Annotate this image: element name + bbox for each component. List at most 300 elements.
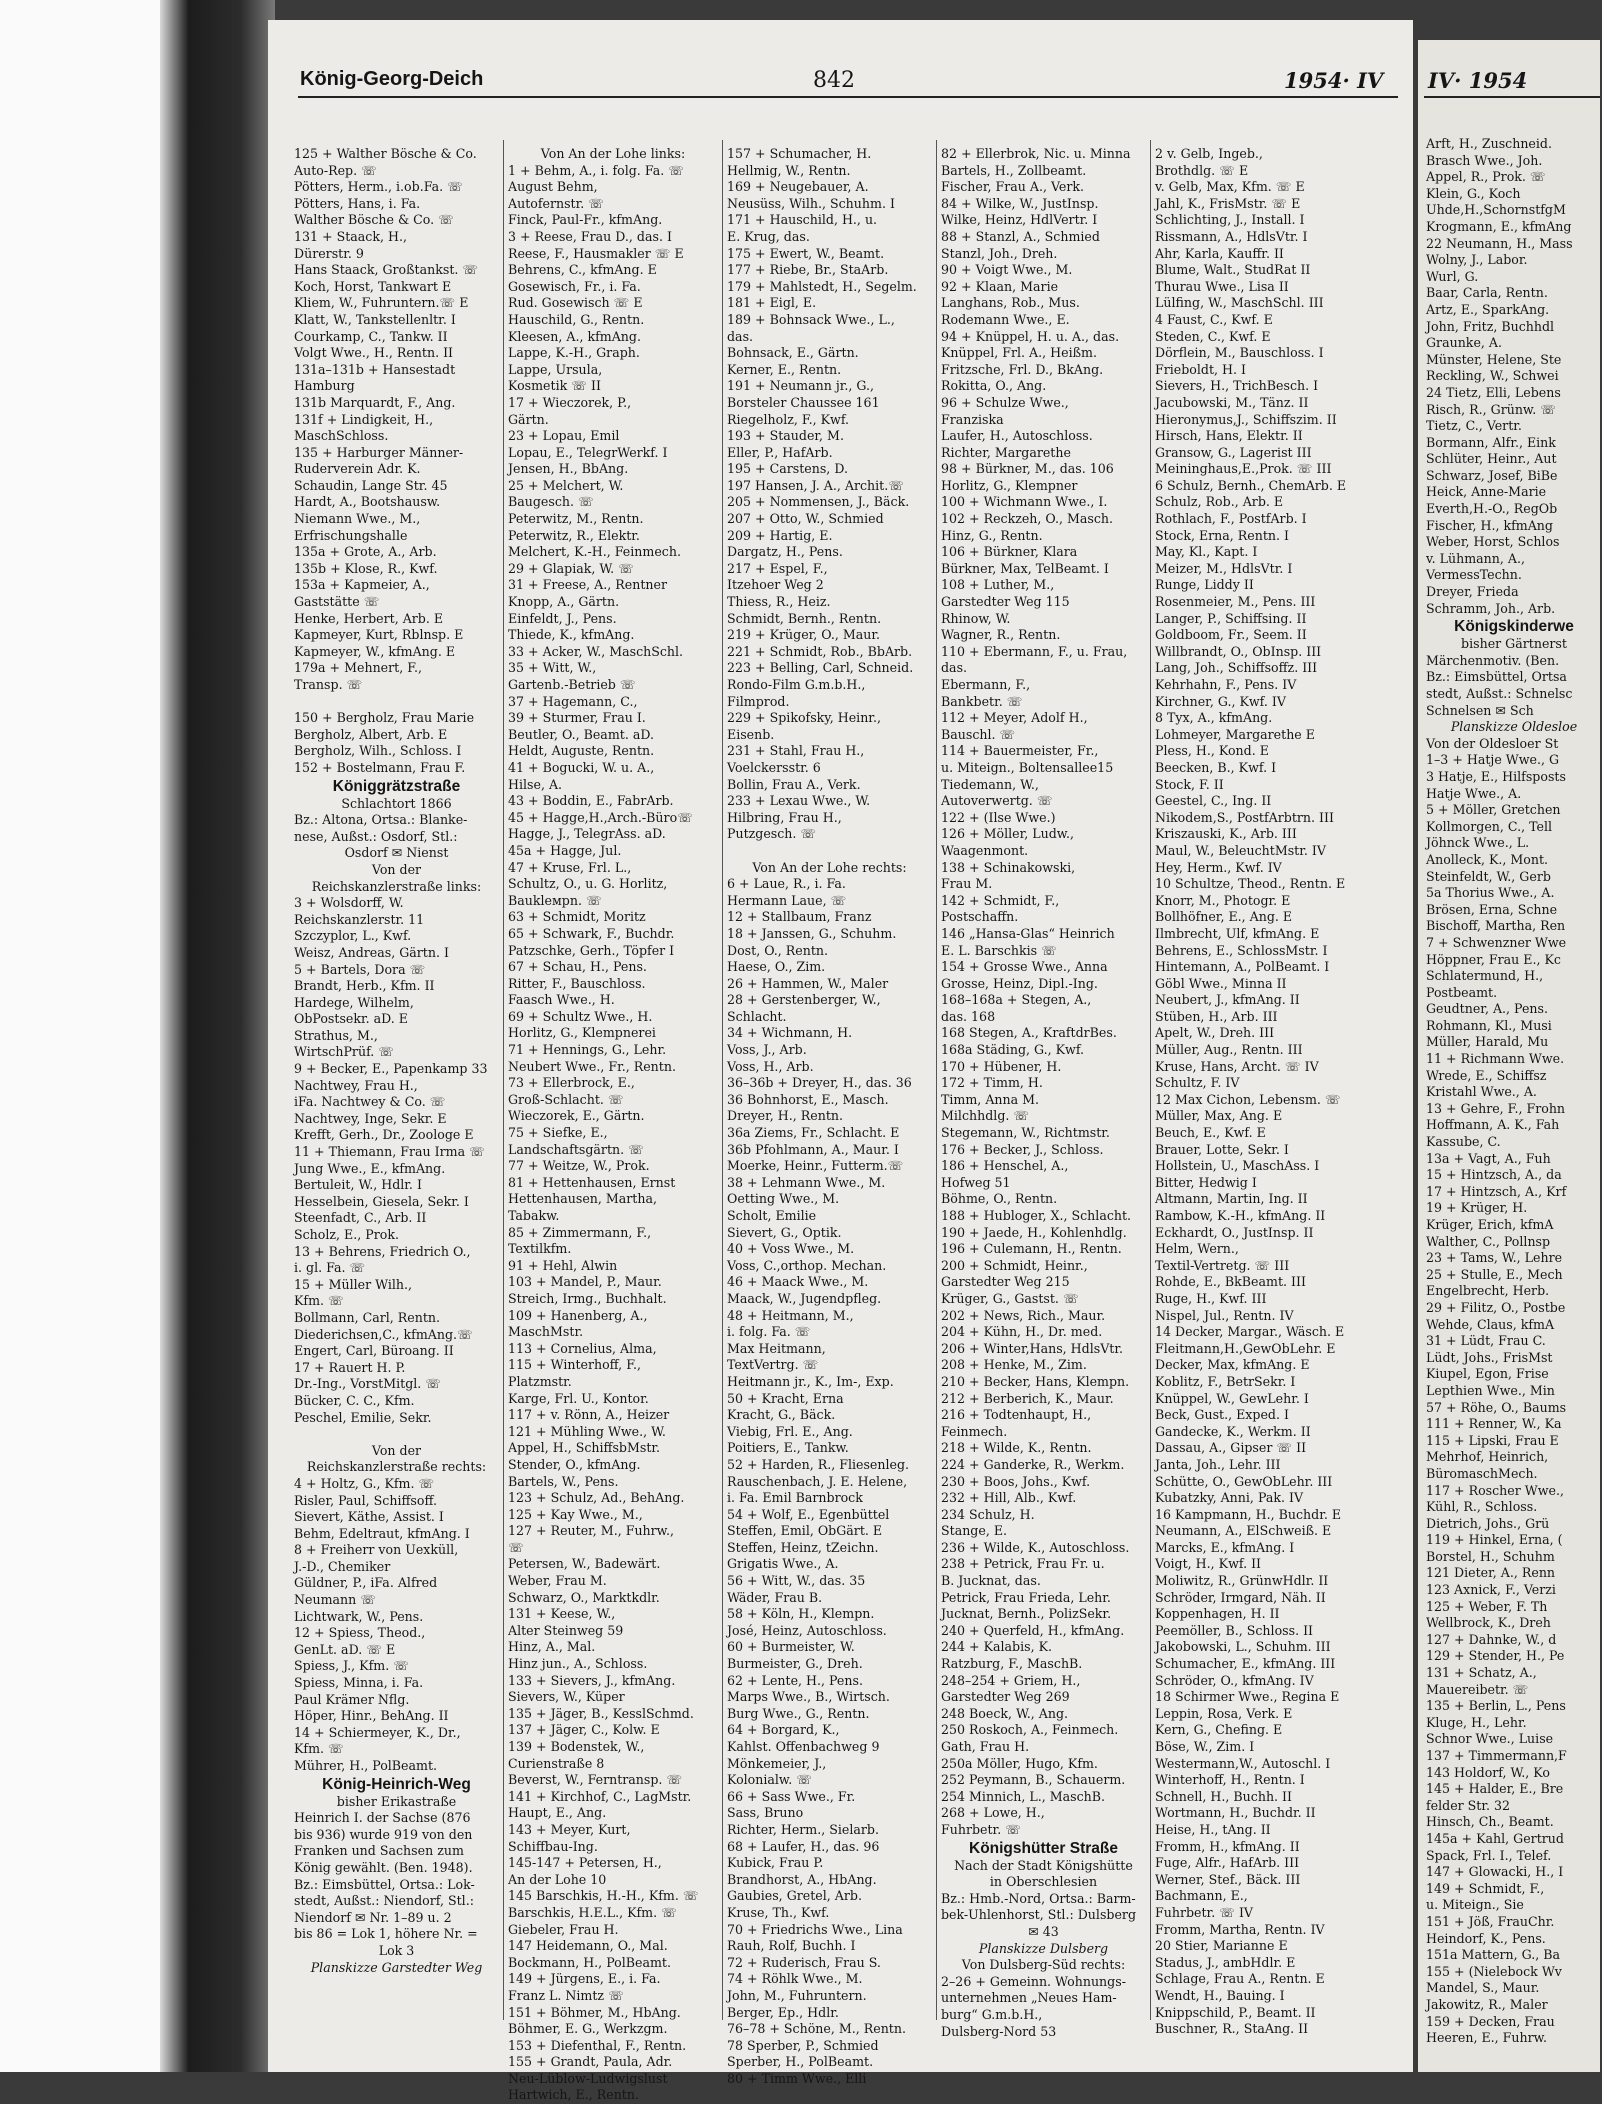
directory-entry: Geudtner, A., Pens. — [1426, 1001, 1548, 1017]
directory-entry: 244 + Kalabis, K. — [941, 1639, 1053, 1655]
directory-entry: 68 + Laufer, H., das. 96 — [727, 1838, 880, 1854]
book-binding-shadow — [160, 0, 275, 2072]
directory-entry: Blume, Walt., StudRat II — [1155, 262, 1311, 278]
directory-entry: 16 Kampmann, H., Buchdr. E — [1155, 1506, 1342, 1522]
directory-entry: Giebeler, Frau H. — [508, 1921, 619, 1937]
directory-entry: 172 + Timm, H. — [941, 1075, 1043, 1091]
directory-entry: Karge, Frl. U., Kontor. — [508, 1390, 649, 1406]
directory-entry: Kehrhahn, F., Pens. IV — [1155, 677, 1297, 692]
directory-entry: Maul, W., BeleuchtMstr. IV — [1155, 842, 1326, 858]
directory-entry: Neumann ☏ — [294, 1592, 377, 1608]
directory-entry: Brandhorst, A., HbAng. — [727, 1871, 877, 1887]
directory-entry: Böse, W., Zim. I — [1155, 1739, 1255, 1754]
directory-entry: Bauschl. ☏ — [941, 726, 1016, 742]
directory-entry: 81 + Hettenhausen, Ernst — [508, 1174, 676, 1190]
directory-entry: Marps Wwe., B., Wirtsch. — [727, 1689, 890, 1705]
directory-entry: Frieboldt, H. I — [1155, 361, 1247, 377]
directory-entry: stedt, Außst.: Niendorf, Stl.: — [294, 1893, 474, 1909]
directory-entry: 36b Pfohlmann, A., Maur. I — [727, 1141, 899, 1157]
map-reference: Planskizze Dulsberg — [978, 1940, 1109, 1956]
directory-entry: 145a + Kahl, Gertrud — [1426, 1830, 1564, 1846]
directory-entry: Kiupel, Egon, Frise — [1426, 1366, 1549, 1382]
directory-entry: Voelckersstr. 6 — [727, 759, 821, 775]
directory-entry: 84 + Wilke, W., JustInsp. — [941, 195, 1099, 211]
scan-background — [0, 0, 160, 2072]
directory-entry: Stegemann, W., Richtmstr. — [941, 1125, 1110, 1141]
directory-entry: Bürkner, Max, TelBeamt. I — [941, 560, 1109, 576]
directory-entry: 153a + Kapmeier, A., — [294, 577, 430, 593]
directory-entry: Dreyer, Frieda — [1426, 584, 1519, 600]
directory-entry: 177 + Riebe, Br., StaArb. — [727, 262, 889, 278]
column-3 — [727, 146, 932, 2087]
directory-entry: 73 + Ellerbrock, E., — [508, 1075, 635, 1091]
directory-entry: Itzehoer Weg 2 — [727, 577, 824, 593]
directory-entry: Graunke, A. — [1426, 335, 1502, 351]
directory-entry: 231 + Stahl, Frau H., — [727, 743, 865, 759]
directory-entry: Schumacher, E., kfmAng. III — [1155, 1656, 1336, 1672]
directory-entry: 111 + Renner, W., Ka — [1426, 1416, 1562, 1432]
directory-entry: 54 + Wolf, E., Egenbüttel — [727, 1506, 890, 1522]
directory-entry: Everth,H.-O., RegOb — [1426, 501, 1558, 517]
directory-entry: 125 + Walther Bösche & Co. — [294, 146, 477, 161]
directory-entry: das. 168 — [941, 1008, 996, 1024]
directory-entry: bis 936) wurde 919 von den — [294, 1826, 473, 1842]
directory-entry: 171 + Hauschild, H., u. — [727, 212, 878, 228]
directory-entry: 36a Ziems, Fr., Schlacht. E — [727, 1125, 900, 1141]
directory-entry: Langer, P., Schiffsing. II — [1155, 610, 1307, 626]
directory-entry: Dörflein, M., Bauschloss. I — [1155, 345, 1324, 361]
column-divider — [936, 140, 937, 2020]
directory-entry: Richter, Margarethe — [941, 444, 1071, 460]
directory-entry: Tabakw. — [508, 1208, 560, 1223]
directory-entry: Max Heitmann, — [727, 1340, 826, 1356]
directory-entry: Bollhöfner, E., Ang. E — [1155, 909, 1293, 925]
directory-entry: Haese, O., Zim. — [727, 959, 826, 975]
directory-entry: Kapmeyer, W., kfmAng. E — [294, 643, 456, 659]
directory-entry: 69 + Schultz Wwe., H. — [508, 1008, 653, 1024]
column-4 — [941, 146, 1146, 2040]
directory-entry: Gosewisch, Fr., i. Fa. — [508, 278, 641, 294]
directory-entry: Kliem, W., Fuhruntern.☏ E — [294, 295, 469, 311]
directory-entry: Krogmann, E., kfmAng — [1426, 218, 1572, 234]
directory-entry: 127 + Dahnke, W., d — [1426, 1631, 1557, 1647]
directory-entry: Schröder, Irmgard, Näh. II — [1155, 1589, 1326, 1605]
directory-entry: Gaubies, Gretel, Arb. — [727, 1888, 862, 1904]
directory-entry: 191 + Neumann jr., G., — [727, 378, 875, 394]
directory-entry: 131 + Keese, W., — [508, 1606, 616, 1622]
directory-entry: WirtschPrüf. ☏ — [294, 1044, 395, 1060]
directory-entry: Thurau Wwe., Lisa II — [1155, 278, 1289, 294]
directory-entry: Peschel, Emilie, Sekr. — [294, 1409, 432, 1425]
column-divider — [1150, 140, 1151, 2020]
directory-entry: 135 + Jäger, B., KesslSchmd. — [508, 1705, 694, 1721]
directory-entry: Ahr, Karla, Kauffr. II — [1155, 245, 1284, 261]
directory-entry: Hieronymus,J., Schiffszim. II — [1155, 411, 1337, 427]
directory-entry: Schiffbau-Ing. — [508, 1838, 598, 1854]
directory-entry: 3 + Reese, Frau D., das. I — [508, 228, 672, 244]
directory-entry: 210 + Becker, Hans, Klempn. — [941, 1373, 1130, 1389]
directory-entry: Dulsberg-Nord 53 — [941, 2023, 1057, 2039]
directory-entry: Altmann, Martin, Ing. II — [1155, 1191, 1308, 1207]
directory-entry: May, Kl., Kapt. I — [1155, 544, 1258, 560]
directory-entry: Horlitz, G., Klempner — [941, 477, 1078, 493]
directory-entry: 96 + Schulze Wwe., — [941, 394, 1069, 410]
directory-entry: Ritter, F., Bauschloss. — [508, 975, 646, 991]
directory-entry: 206 + Winter,Hans, HdlsVtr. — [941, 1340, 1124, 1356]
directory-entry: BüromaschMech. — [1426, 1465, 1538, 1481]
directory-entry: 238 + Petrick, Frau Fr. u. — [941, 1556, 1105, 1572]
directory-entry: Peterwitz, M., Rentn. — [508, 511, 644, 527]
directory-entry: 4 Faust, C., Kwf. E — [1155, 311, 1273, 327]
directory-entry: 102 + Reckzeh, O., Masch. — [941, 511, 1114, 527]
directory-entry: Kristahl Wwe., A. — [1426, 1084, 1537, 1100]
directory-entry: Pötters, Hans, i. Fa. — [294, 195, 421, 211]
directory-entry: Brauer, Lotte, Sekr. I — [1155, 1141, 1289, 1157]
directory-entry: Hardt, A., Bootshausw. — [294, 494, 441, 510]
directory-entry: Gransow, G., Lagerist III — [1155, 444, 1312, 460]
directory-entry: Franz L. Nimtz ☏ — [508, 1987, 624, 2003]
directory-entry: 252 Peymann, B., Schauerm. — [941, 1772, 1126, 1788]
directory-entry: 240 + Querfeld, H., kfmAng. — [941, 1622, 1125, 1638]
directory-entry: Runge, Liddy II — [1155, 577, 1254, 593]
directory-entry: Viebig, Frl. E., Ang. — [727, 1423, 853, 1439]
directory-entry: Kleesen, A., kfmAng. — [508, 328, 641, 344]
directory-entry: das. — [941, 660, 968, 676]
directory-entry: Haupt, E., Ang. — [508, 1805, 607, 1821]
directory-entry: Bücker, C. C., Kfm. — [294, 1392, 415, 1408]
directory-entry: Poitiers, E., Tankw. — [727, 1440, 849, 1456]
directory-entry: Bohnsack, E., Gärtn. — [727, 345, 859, 361]
directory-entry: 186 + Henschel, A., — [941, 1158, 1069, 1174]
directory-entry: Heitmann jr., K., Im-, Exp. — [727, 1373, 894, 1389]
directory-entry: Gartenb.-Betrieb ☏ — [508, 677, 636, 692]
directory-entry: José, Heinz, Autoschloss. — [727, 1622, 887, 1638]
directory-entry: 63 + Schmidt, Moritz — [508, 909, 646, 925]
directory-entry: Tietz, C., Vertr. — [1426, 418, 1522, 434]
directory-entry: Gaststätte ☏ — [294, 594, 380, 610]
directory-entry: 64 + Borgard, K., — [727, 1722, 840, 1738]
directory-entry: Bollin, Frau A., Verk. — [727, 776, 861, 792]
directory-entry: Meizer, M., HdlsVtr. I — [1155, 560, 1293, 576]
directory-entry: 29 + Filitz, O., Postbe — [1426, 1299, 1566, 1315]
directory-entry: Lüdt, Johs., FrisMst — [1426, 1349, 1553, 1365]
directory-entry: 147 + Glowacki, H., I — [1426, 1864, 1564, 1880]
directory-entry: Engelbrecht, Herb. — [1426, 1283, 1550, 1299]
directory-entry: 150 + Bergholz, Frau Marie — [294, 710, 475, 726]
directory-entry: Kapmeyer, Kurt, Rblnsp. E — [294, 627, 464, 643]
directory-entry: Nachtwey, Frau H., — [294, 1077, 418, 1093]
directory-entry: B. Jucknat, das. — [941, 1573, 1041, 1589]
directory-entry: 113 + Cornelius, Alma, — [508, 1340, 657, 1356]
directory-entry: Baukleмpn. ☏ — [508, 892, 602, 908]
directory-entry: i. gl. Fa. ☏ — [294, 1260, 366, 1276]
directory-entry: 248–254 + Griem, H., — [941, 1672, 1081, 1688]
directory-entry: 106 + Bürkner, Klara — [941, 544, 1078, 560]
directory-entry: Pötters, Herm., i.ob.Fa. ☏ — [294, 179, 463, 195]
directory-entry: Mehrhof, Heinrich, — [1426, 1449, 1549, 1465]
directory-entry: Schulz, Rob., Arb. E — [1155, 494, 1284, 510]
directory-entry: John, M., Fuhruntern. — [727, 1987, 867, 2003]
directory-entry: 22 Neumann, H., Mass — [1426, 235, 1573, 251]
directory-entry: Barschkis, H.E.L., Kfm. ☏ — [508, 1904, 677, 1920]
directory-entry: 135 + Harburger Männer- — [294, 444, 464, 460]
directory-entry: 28 + Gerstenberger, W., — [727, 992, 881, 1008]
directory-entry: Steinfeldt, W., Gerb — [1426, 868, 1551, 884]
directory-entry: 168–168a + Stegen, A., — [941, 992, 1092, 1008]
directory-entry: Anolleck, K., Mont. — [1426, 851, 1549, 867]
directory-entry: Reese, F., Hausmakler ☏ E — [508, 245, 684, 261]
directory-entry: Kriszauski, K., Arb. III — [1155, 826, 1297, 842]
directory-entry: Beverst, W., Ferntransp. ☏ — [508, 1772, 683, 1788]
directory-entry: Rambow, K.-H., kfmAng. II — [1155, 1208, 1326, 1223]
directory-entry: 17 + Rauert H. P. — [294, 1359, 406, 1375]
directory-entry: Fromm, H., kfmAng. II — [1155, 1838, 1300, 1854]
directory-entry: Borstel, H., Schuhm — [1426, 1548, 1555, 1564]
directory-entry: Garstedter Weg 269 — [941, 1689, 1070, 1705]
header-rule — [298, 96, 1398, 98]
directory-entry: Langhans, Rob., Mus. — [941, 295, 1080, 311]
directory-entry: 62 + Lente, H., Pens. — [727, 1672, 863, 1688]
directory-entry: 40 + Voss Wwe., M. — [727, 1241, 855, 1257]
directory-entry: Weber, Frau M. — [508, 1573, 607, 1589]
directory-entry: Fritzsche, Frl. D., BkAng. — [941, 361, 1104, 377]
directory-entry: Curienstraße 8 — [508, 1755, 605, 1771]
directory-entry: 41 + Bogucki, W. u. A., — [508, 759, 655, 775]
directory-entry: Melchert, K.-H., Feinmech. — [508, 544, 681, 560]
directory-entry: Westermann,W., Autoschl. I — [1155, 1755, 1331, 1771]
directory-entry: Tiedemann, W., — [941, 776, 1039, 792]
directory-entry: 121 + Mühling Wwe., W. — [508, 1423, 666, 1439]
directory-entry: Hatje Wwe., A. — [1426, 785, 1522, 801]
directory-entry: Niendorf ✉ Nr. 1–89 u. 2 — [294, 1909, 452, 1925]
directory-entry: felder Str. 32 — [1426, 1797, 1511, 1813]
directory-entry: 190 + Jaede, H., Kohlenhdlg. — [941, 1224, 1127, 1240]
directory-entry: 219 + Krüger, O., Maur. — [727, 627, 881, 643]
directory-entry: 126 + Möller, Ludw., — [941, 826, 1075, 842]
directory-entry: Landschaftsgärtn. ☏ — [508, 1141, 644, 1157]
directory-entry: 268 + Lowe, H., — [941, 1805, 1045, 1821]
directory-entry: 155 + Grandt, Paula, Adr. — [508, 2054, 673, 2070]
directory-entry: 2 v. Gelb, Ingeb., — [1155, 146, 1263, 161]
directory-entry: Wäder, Frau B. — [727, 1589, 823, 1605]
directory-entry: Kahlst. Offenbachweg 9 — [727, 1739, 880, 1754]
directory-entry: Burmeister, G., Dreh. — [727, 1656, 863, 1672]
directory-entry: TextVertrg. ☏ — [727, 1357, 819, 1373]
directory-entry: 36 Bohnhorst, E., Masch. — [727, 1091, 889, 1107]
map-reference: Planskizze Oldesloe — [1450, 719, 1578, 735]
directory-entry: 5 + Möller, Gretchen — [1426, 802, 1561, 818]
directory-entry: 121 Dieter, A., Renn — [1426, 1565, 1556, 1581]
directory-entry: Kracht, G., Bäck. — [727, 1407, 836, 1423]
directory-entry: Berger, Ep., Hdlr. — [727, 2004, 839, 2020]
directory-entry: Schwarz, Josef, BiBe — [1426, 467, 1558, 483]
directory-entry: Faasch Wwe., H. — [508, 992, 615, 1008]
directory-entry: Stadus, J., ambHdlr. E — [1155, 1954, 1296, 1970]
directory-entry: Mührer, H., PolBeamt. — [294, 1758, 438, 1773]
directory-entry: Höppner, Frau E., Kc — [1426, 951, 1561, 967]
directory-entry: 181 + Eigl, E. — [727, 295, 817, 311]
directory-entry: König gewählt. (Ben. 1948). — [294, 1859, 473, 1875]
directory-entry: Timm, Anna M. — [941, 1091, 1040, 1107]
directory-entry: Dr.-Ing., VorstMitgl. ☏ — [294, 1376, 442, 1392]
directory-entry: Uhde,H.,SchornstfgM — [1426, 202, 1566, 218]
directory-entry: Fuge, Alfr., HafArb. III — [1155, 1855, 1300, 1871]
directory-entry: Ruderverein Adr. K. — [294, 461, 421, 477]
directory-entry: 3 + Wolsdorff, W. — [294, 895, 404, 911]
directory-entry: Leppin, Rosa, Verk. E — [1155, 1705, 1293, 1721]
directory-entry: Fuhrbetr. ☏ — [941, 1821, 1021, 1837]
directory-entry: Schröder, O., kfmAng. IV — [1155, 1672, 1314, 1688]
directory-entry: Kerner, E., Rentn. — [727, 361, 842, 377]
directory-entry: Postschaffn. — [941, 909, 1019, 925]
directory-entry: GenLt. aD. ☏ E — [294, 1641, 396, 1657]
directory-entry: Jakobowski, L., Schuhm. III — [1155, 1639, 1331, 1655]
directory-entry: Wilke, Heinz, HdlVertr. I — [941, 212, 1098, 228]
directory-entry: Fleitmann,H.,GewObLehr. E — [1155, 1340, 1336, 1356]
directory-entry: 15 + Hintzsch, A., da — [1426, 1167, 1562, 1183]
next-directory-page — [1418, 40, 1600, 2072]
directory-entry: 115 + Lipski, Frau E — [1426, 1432, 1559, 1448]
directory-entry: 20 Stier, Marianne E — [1155, 1938, 1288, 1954]
directory-entry: Ilmbrecht, Ulf, kfmAng. E — [1155, 925, 1320, 941]
directory-entry: Burg Wwe., G., Rentn. — [727, 1705, 870, 1721]
directory-entry: 60 + Burmeister, W. — [727, 1639, 855, 1655]
directory-entry: Strathus, M., — [294, 1027, 378, 1043]
directory-entry: Hoffmann, A. K., Fah — [1426, 1117, 1560, 1133]
directory-entry: Krüger, Erich, kfmA — [1426, 1217, 1554, 1232]
directory-entry: Stüben, H., Arb. III — [1155, 1008, 1278, 1024]
directory-entry: Kollmorgen, C., Tell — [1426, 818, 1553, 834]
directory-entry: Rodemann Wwe., E. — [941, 311, 1070, 327]
directory-entry: Kruse, Hans, Archt. ☏ IV — [1155, 1058, 1319, 1074]
directory-entry: John, Fritz, Buchhdl — [1426, 318, 1555, 334]
directory-entry: 149 + Schmidt, F., — [1426, 1880, 1545, 1896]
directory-entry: 123 + Schulz, Ad., BehAng. — [508, 1490, 685, 1506]
directory-entry: Hirsch, Hans, Elektr. II — [1155, 428, 1303, 444]
directory-entry: 254 Minnich, L., MaschB. — [941, 1788, 1106, 1804]
directory-entry: Kubick, Frau P. — [727, 1855, 824, 1871]
directory-entry: 9 + Becker, E., Papenkamp 33 — [294, 1061, 488, 1077]
directory-entry: Grigatis Wwe., A. — [727, 1556, 839, 1572]
directory-entry: Dargatz, H., Pens. — [727, 544, 843, 560]
section-note: Von An der Lohe links: — [540, 146, 686, 161]
directory-entry: Laufer, H., Autoschloss. — [941, 428, 1093, 444]
directory-entry: Grosse, Heinz, Dipl.-Ing. — [941, 975, 1098, 991]
directory-entry: 77 + Weitze, W., Prok. — [508, 1158, 650, 1174]
directory-entry: Willbrandt, O., ObInsp. III — [1155, 643, 1322, 659]
directory-entry: Bormann, Alfr., Eink — [1426, 434, 1556, 450]
directory-entry: 250a Möller, Hugo, Kfm. — [941, 1755, 1098, 1771]
directory-entry: Beck, Gust., Exped. I — [1155, 1407, 1289, 1423]
directory-entry: Arft, H., Zuschneid. — [1426, 136, 1552, 151]
page-number: 842 — [813, 68, 855, 93]
directory-entry: 110 + Ebermann, F., u. Frau, — [941, 643, 1128, 659]
directory-entry: Hartwich, E., Rentn. — [508, 2087, 639, 2103]
directory-entry: Schaudin, Lange Str. 45 — [294, 477, 448, 493]
directory-entry: 143 Holdorf, W., Ko — [1426, 1764, 1550, 1780]
directory-entry: Klatt, W., Tankstellenltr. I — [294, 311, 456, 327]
directory-entry: 3 Hatje, E., Hilfsposts — [1426, 768, 1566, 784]
directory-entry: Maack, W., Jugendpfleg. — [727, 1290, 882, 1306]
directory-entry: 65 + Schwark, F., Buchdr. — [508, 925, 675, 941]
directory-entry: Steffen, Emil, ObGärt. E — [727, 1523, 883, 1539]
directory-entry: Kassube, C. — [1426, 1134, 1501, 1150]
directory-entry: Textil-Vertretg. ☏ III — [1155, 1257, 1290, 1273]
directory-entry — [294, 1426, 499, 1443]
directory-entry: Böhme, O., Rentn. — [941, 1191, 1058, 1207]
directory-entry: Niemann Wwe., M., — [294, 511, 421, 527]
directory-entry: Bartels, W., Pens. — [508, 1473, 619, 1489]
directory-entry: Kluge, H., Lehr. — [1426, 1714, 1527, 1730]
directory-entry: 92 + Klaan, Marie — [941, 278, 1059, 294]
directory-entry: Sievert, Käthe, Assist. I — [294, 1509, 444, 1525]
directory-entry: 168 Stegen, A., KraftdrBes. — [941, 1025, 1117, 1041]
directory-entry: 18 + Janssen, G., Schuhm. — [727, 925, 897, 941]
directory-entry: 193 + Stauder, M. — [727, 428, 844, 444]
directory-entry: Peemöller, B., Schloss. II — [1155, 1622, 1314, 1638]
section-note: Von Dulsberg-Süd rechts: — [961, 1957, 1126, 1973]
directory-entry: 224 + Ganderke, R., Werkm. — [941, 1456, 1125, 1472]
directory-entry: Schlatermund, H., — [1426, 968, 1544, 984]
directory-entry: 29 + Glapiak, W. ☏ — [508, 560, 634, 576]
directory-entry: Hintemann, A., PolBeamt. I — [1155, 959, 1330, 975]
directory-entry: Groß-Schlacht. ☏ — [508, 1091, 624, 1107]
directory-entry: Nispel, Jul., Rentn. IV — [1155, 1307, 1294, 1323]
directory-entry: 146 „Hansa-Glas“ Heinrich — [941, 925, 1115, 941]
directory-entry: Stender, O., kfmAng. — [508, 1456, 641, 1472]
directory-entry: E. L. Barschkis ☏ — [941, 942, 1057, 958]
directory-entry: Sievert, G., Optik. — [727, 1224, 842, 1240]
directory-page — [268, 20, 1413, 2103]
directory-entry: 151 + Böhmer, M., HbAng. — [508, 2004, 681, 2020]
directory-entry: Winterhoff, H., Rentn. I — [1155, 1772, 1305, 1788]
directory-entry: 152 + Bostelmann, Frau F. — [294, 759, 466, 775]
directory-entry: 11 + Richmann Wwe. — [1426, 1051, 1565, 1067]
directory-entry: 6 Schulz, Bernh., ChemArb. E — [1155, 477, 1347, 493]
directory-entry: 142 + Schmidt, F., — [941, 892, 1060, 908]
directory-entry: nese, Außst.: Osdorf, Stl.: — [294, 828, 458, 844]
directory-entry: Werner, Stef., Bäck. III — [1155, 1871, 1301, 1887]
directory-entry: Baugesch. ☏ — [508, 494, 594, 510]
directory-entry: Voss, C.,orthop. Mechan. — [727, 1257, 887, 1273]
directory-entry: Weber, Horst, Schlos — [1426, 534, 1560, 550]
directory-entry: Güldner, P., iFa. Alfred — [294, 1575, 438, 1591]
directory-entry: Rud. Gosewisch ☏ E — [508, 295, 643, 311]
directory-entry: Milchhdlg. ☏ — [941, 1108, 1030, 1124]
directory-entry: Bitter, Hedwig I — [1155, 1174, 1257, 1190]
directory-entry: Rohmann, Kl., Musi — [1426, 1017, 1552, 1033]
directory-entry: 71 + Hennings, G., Lehr. — [508, 1042, 667, 1058]
directory-entry: 43 + Boddin, E., FabrArb. — [508, 793, 674, 809]
directory-entry: Fischer, Frau A., Verk. — [941, 179, 1085, 195]
street-heading: Königshütter Straße — [969, 1839, 1118, 1857]
directory-entry: Kruse, Th., Kwf. — [727, 1904, 830, 1920]
directory-entry: Textilkfm. — [508, 1241, 572, 1257]
directory-entry: Ratzburg, F., MaschB. — [941, 1656, 1083, 1672]
directory-entry: 108 + Luther, M., — [941, 577, 1055, 593]
directory-entry: Hofweg 51 — [941, 1174, 1011, 1190]
directory-entry: 179a + Mehnert, F., — [294, 660, 422, 676]
directory-entry: 145-147 + Petersen, H., — [508, 1855, 662, 1871]
directory-entry: Sievers, H., TrichBesch. I — [1155, 378, 1319, 394]
directory-entry: Spiess, Minna, i. Fa. — [294, 1675, 424, 1691]
directory-entry: 209 + Hartig, E. — [727, 527, 833, 543]
directory-entry: 48 + Heitmann, M., — [727, 1307, 854, 1323]
directory-entry: Voigt, H., Kwf. II — [1155, 1556, 1262, 1572]
directory-entry: Steenfadt, C., Arb. II — [294, 1210, 427, 1226]
directory-entry: 141 + Kirchhof, C., LagMstr. — [508, 1788, 692, 1804]
directory-entry: 122 + (Ilse Wwe.) — [941, 809, 1056, 825]
